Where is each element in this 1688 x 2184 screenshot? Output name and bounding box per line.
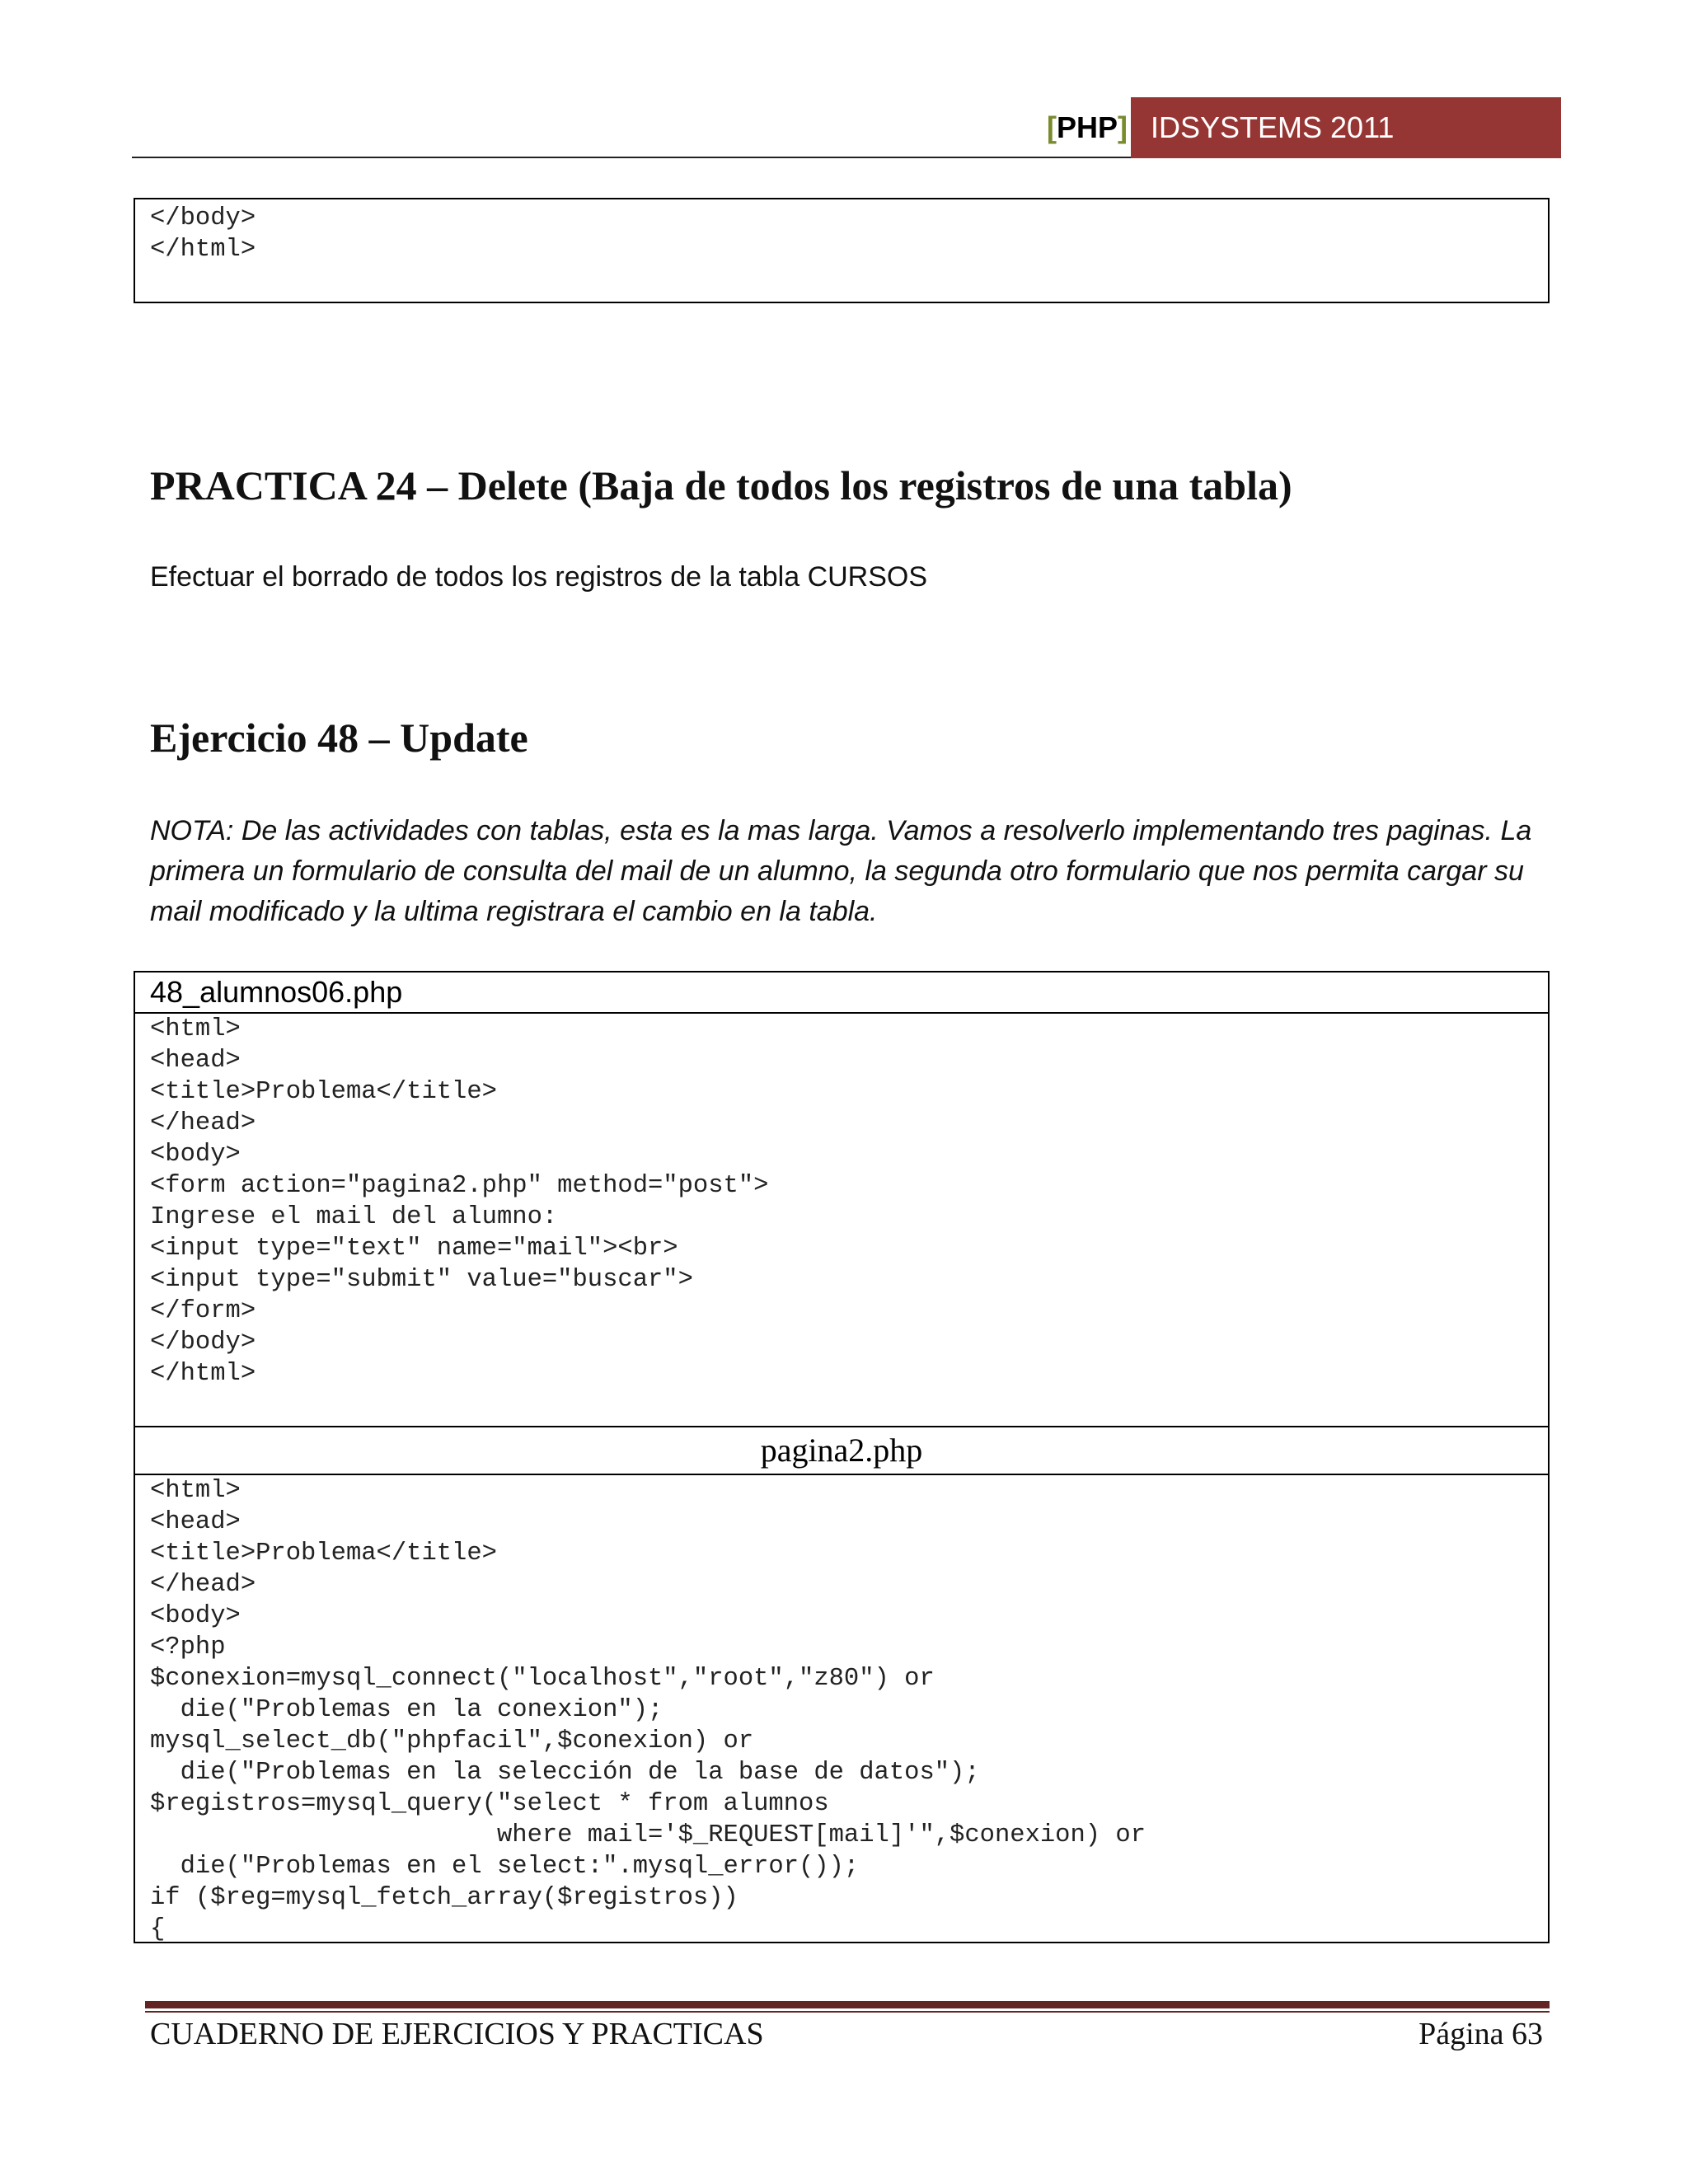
footer-page-number: Página 63	[1418, 2017, 1543, 2051]
footer-rule-thin	[145, 2011, 1550, 2013]
header-brand-box	[1131, 97, 1561, 158]
file1-code: <html> <head> <title>Problema</title> </head> <body> <form action="pagina2.php" method="post"> Ingrese el mail del alumno: <input type="text" name="mail"><br> <input type="submit" value="buscar"> </form> </body> </html>	[150, 1015, 769, 1388]
file2-name: pagina2.php	[135, 1426, 1548, 1475]
header-divider	[132, 157, 1131, 158]
top-code: </body> </html>	[150, 204, 256, 264]
header-brand: IDSYSTEMS 2011	[1151, 110, 1395, 144]
header-tag-close: ]	[1118, 110, 1128, 144]
code-table	[134, 971, 1550, 1943]
practica-heading: PRACTICA 24 – Delete (Baja de todos los registros de una tabla)	[150, 462, 1292, 509]
footer-book-title: CUADERNO DE EJERCICIOS Y PRACTICAS	[150, 2017, 764, 2051]
file1-name: 48_alumnos06.php	[135, 972, 1548, 1014]
header-section-tag	[1047, 110, 1128, 145]
file2-code: <html> <head> <title>Problema</title> </head> <body> <?php $conexion=mysql_connect("localhost","root","z80") or die("Problemas en la conexion"); mysql_select_db("phpfacil",$conexion) or die("Problemas en la selección de la base de datos"); $registros=mysql_query("select * from alumnos where mail='$_REQUEST[mail]'",$conexion) or die("Problemas en el select:".mysql_error()); if ($reg=mysql_fetch_array($registros)) {	[150, 1477, 1146, 1943]
top-code-box	[134, 198, 1550, 303]
ejercicio-note: NOTA: De las actividades con tablas, esta es la mas larga. Vamos a resolverlo implementando tres paginas. La primera un formulario de consulta del mail de un alumno, la segunda otro formulario que nos permita cargar su mail modificado y la ultima registrara el cambio en la tabla.	[150, 815, 1532, 927]
header-tag-text: PHP	[1056, 110, 1118, 144]
practica-description: Efectuar el borrado de todos los registros de la tabla CURSOS	[150, 561, 928, 593]
ejercicio-heading: Ejercicio 48 – Update	[150, 715, 528, 761]
header-tag-open: [	[1046, 110, 1057, 144]
footer-rule	[145, 2001, 1550, 2008]
